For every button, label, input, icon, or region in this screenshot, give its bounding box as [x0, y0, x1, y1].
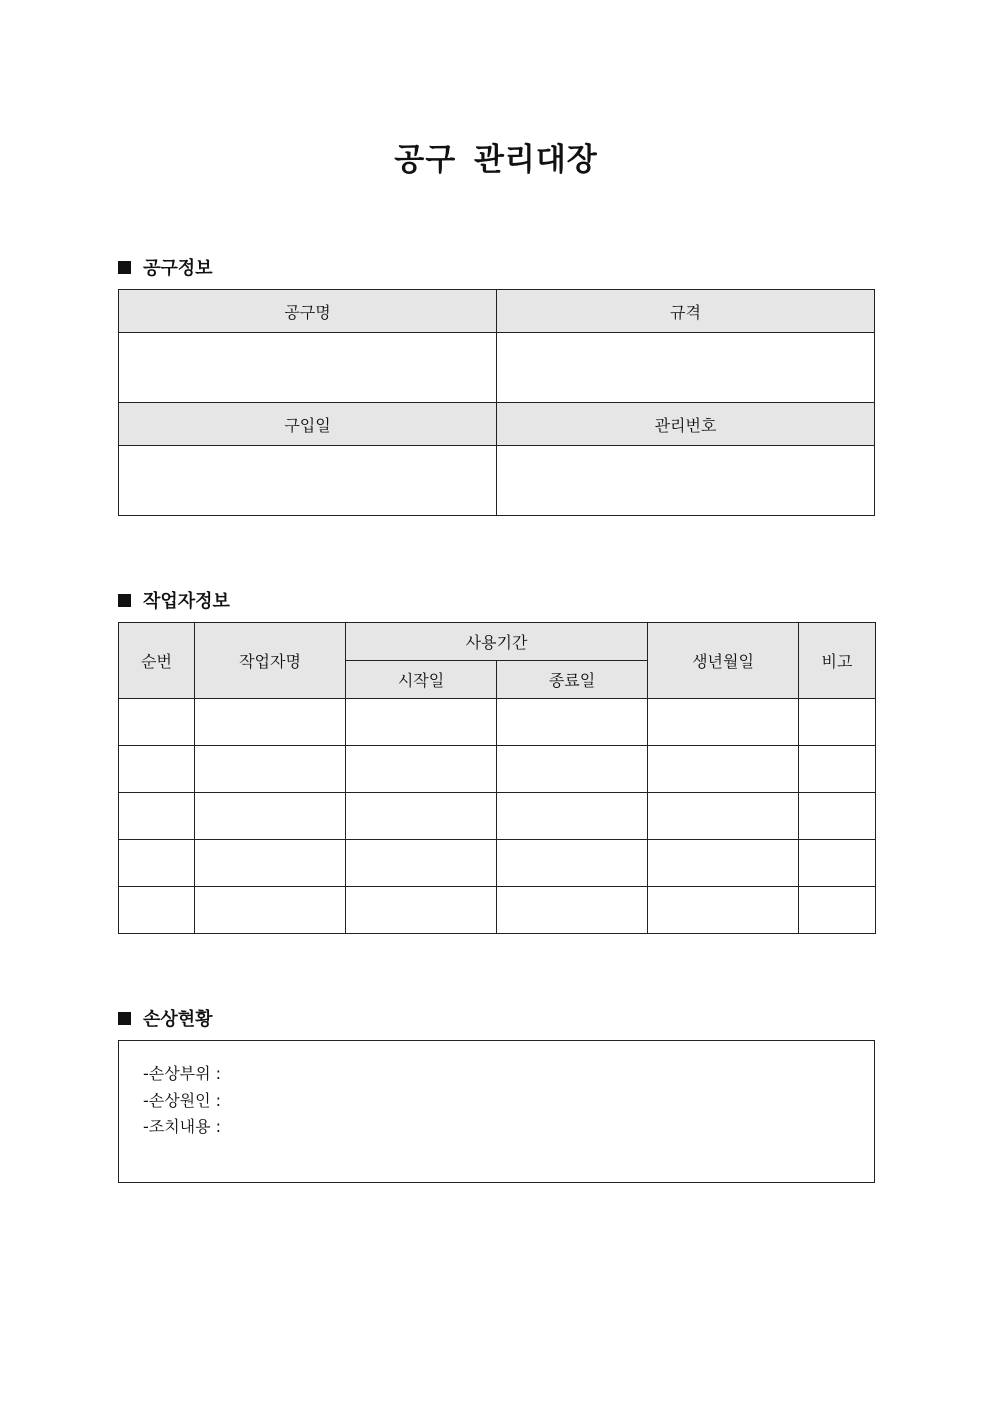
section-heading-label: 공구정보 — [143, 258, 213, 279]
birth-date-cell[interactable] — [648, 793, 799, 840]
seq-cell[interactable] — [119, 840, 195, 887]
square-bullet-icon — [118, 1012, 131, 1025]
worker-name-cell[interactable] — [195, 887, 346, 934]
damage-status-box[interactable] — [118, 1040, 875, 1183]
header-seq: 순번 — [119, 623, 195, 699]
end-date-cell[interactable] — [497, 840, 648, 887]
section-heading-tool-info — [118, 254, 213, 280]
spec-cell[interactable] — [497, 333, 875, 403]
table-row — [119, 333, 875, 403]
table-row — [119, 746, 876, 793]
table-row — [119, 840, 876, 887]
management-number-cell[interactable] — [497, 446, 875, 516]
seq-cell[interactable] — [119, 699, 195, 746]
header-spec: 규격 — [497, 290, 875, 333]
end-date-cell[interactable] — [497, 793, 648, 840]
end-date-cell[interactable] — [497, 699, 648, 746]
start-date-cell[interactable] — [346, 840, 497, 887]
start-date-cell[interactable] — [346, 746, 497, 793]
remarks-cell[interactable] — [799, 793, 876, 840]
end-date-cell[interactable] — [497, 887, 648, 934]
birth-date-cell[interactable] — [648, 699, 799, 746]
remarks-cell[interactable] — [799, 887, 876, 934]
table-row — [119, 699, 876, 746]
header-birth-date: 생년월일 — [648, 623, 799, 699]
header-start-date: 시작일 — [346, 661, 497, 699]
seq-cell[interactable] — [119, 746, 195, 793]
header-usage-period: 사용기간 — [346, 623, 648, 661]
header-end-date: 종료일 — [497, 661, 648, 699]
seq-cell[interactable] — [119, 887, 195, 934]
damage-status-list — [119, 1041, 874, 1141]
end-date-cell[interactable] — [497, 746, 648, 793]
section-heading-label: 작업자정보 — [143, 591, 230, 612]
table-row — [119, 446, 875, 516]
purchase-date-cell[interactable] — [119, 446, 497, 516]
start-date-cell[interactable] — [346, 793, 497, 840]
tool-info-table — [118, 289, 875, 516]
section-heading-worker-info — [118, 587, 230, 613]
damage-cause-line: -손상원인 : — [143, 1090, 222, 1110]
remarks-cell[interactable] — [799, 699, 876, 746]
remarks-cell[interactable] — [799, 840, 876, 887]
page-title: 공구 관리대장 — [394, 142, 598, 178]
header-worker-name: 작업자명 — [195, 623, 346, 699]
section-heading-damage-status — [118, 1005, 213, 1031]
remarks-cell[interactable] — [799, 746, 876, 793]
table-header-row — [119, 623, 876, 661]
start-date-cell[interactable] — [346, 887, 497, 934]
worker-name-cell[interactable] — [195, 840, 346, 887]
start-date-cell[interactable] — [346, 699, 497, 746]
seq-cell[interactable] — [119, 793, 195, 840]
table-row — [119, 793, 876, 840]
header-remarks: 비고 — [799, 623, 876, 699]
table-row — [119, 887, 876, 934]
worker-name-cell[interactable] — [195, 793, 346, 840]
square-bullet-icon — [118, 594, 131, 607]
birth-date-cell[interactable] — [648, 887, 799, 934]
birth-date-cell[interactable] — [648, 746, 799, 793]
worker-name-cell[interactable] — [195, 699, 346, 746]
action-taken-line: -조치내용 : — [143, 1117, 222, 1136]
damaged-part-line: -손상부위 : — [143, 1064, 222, 1083]
header-purchase-date: 구입일 — [119, 403, 497, 446]
worker-info-table — [118, 622, 876, 934]
section-heading-label: 손상현황 — [143, 1009, 213, 1030]
worker-name-cell[interactable] — [195, 746, 346, 793]
header-tool-name: 공구명 — [119, 290, 497, 333]
table-header-row — [119, 290, 875, 333]
tool-name-cell[interactable] — [119, 333, 497, 403]
square-bullet-icon — [118, 261, 131, 274]
birth-date-cell[interactable] — [648, 840, 799, 887]
header-management-number: 관리번호 — [497, 403, 875, 446]
table-header-row — [119, 403, 875, 446]
